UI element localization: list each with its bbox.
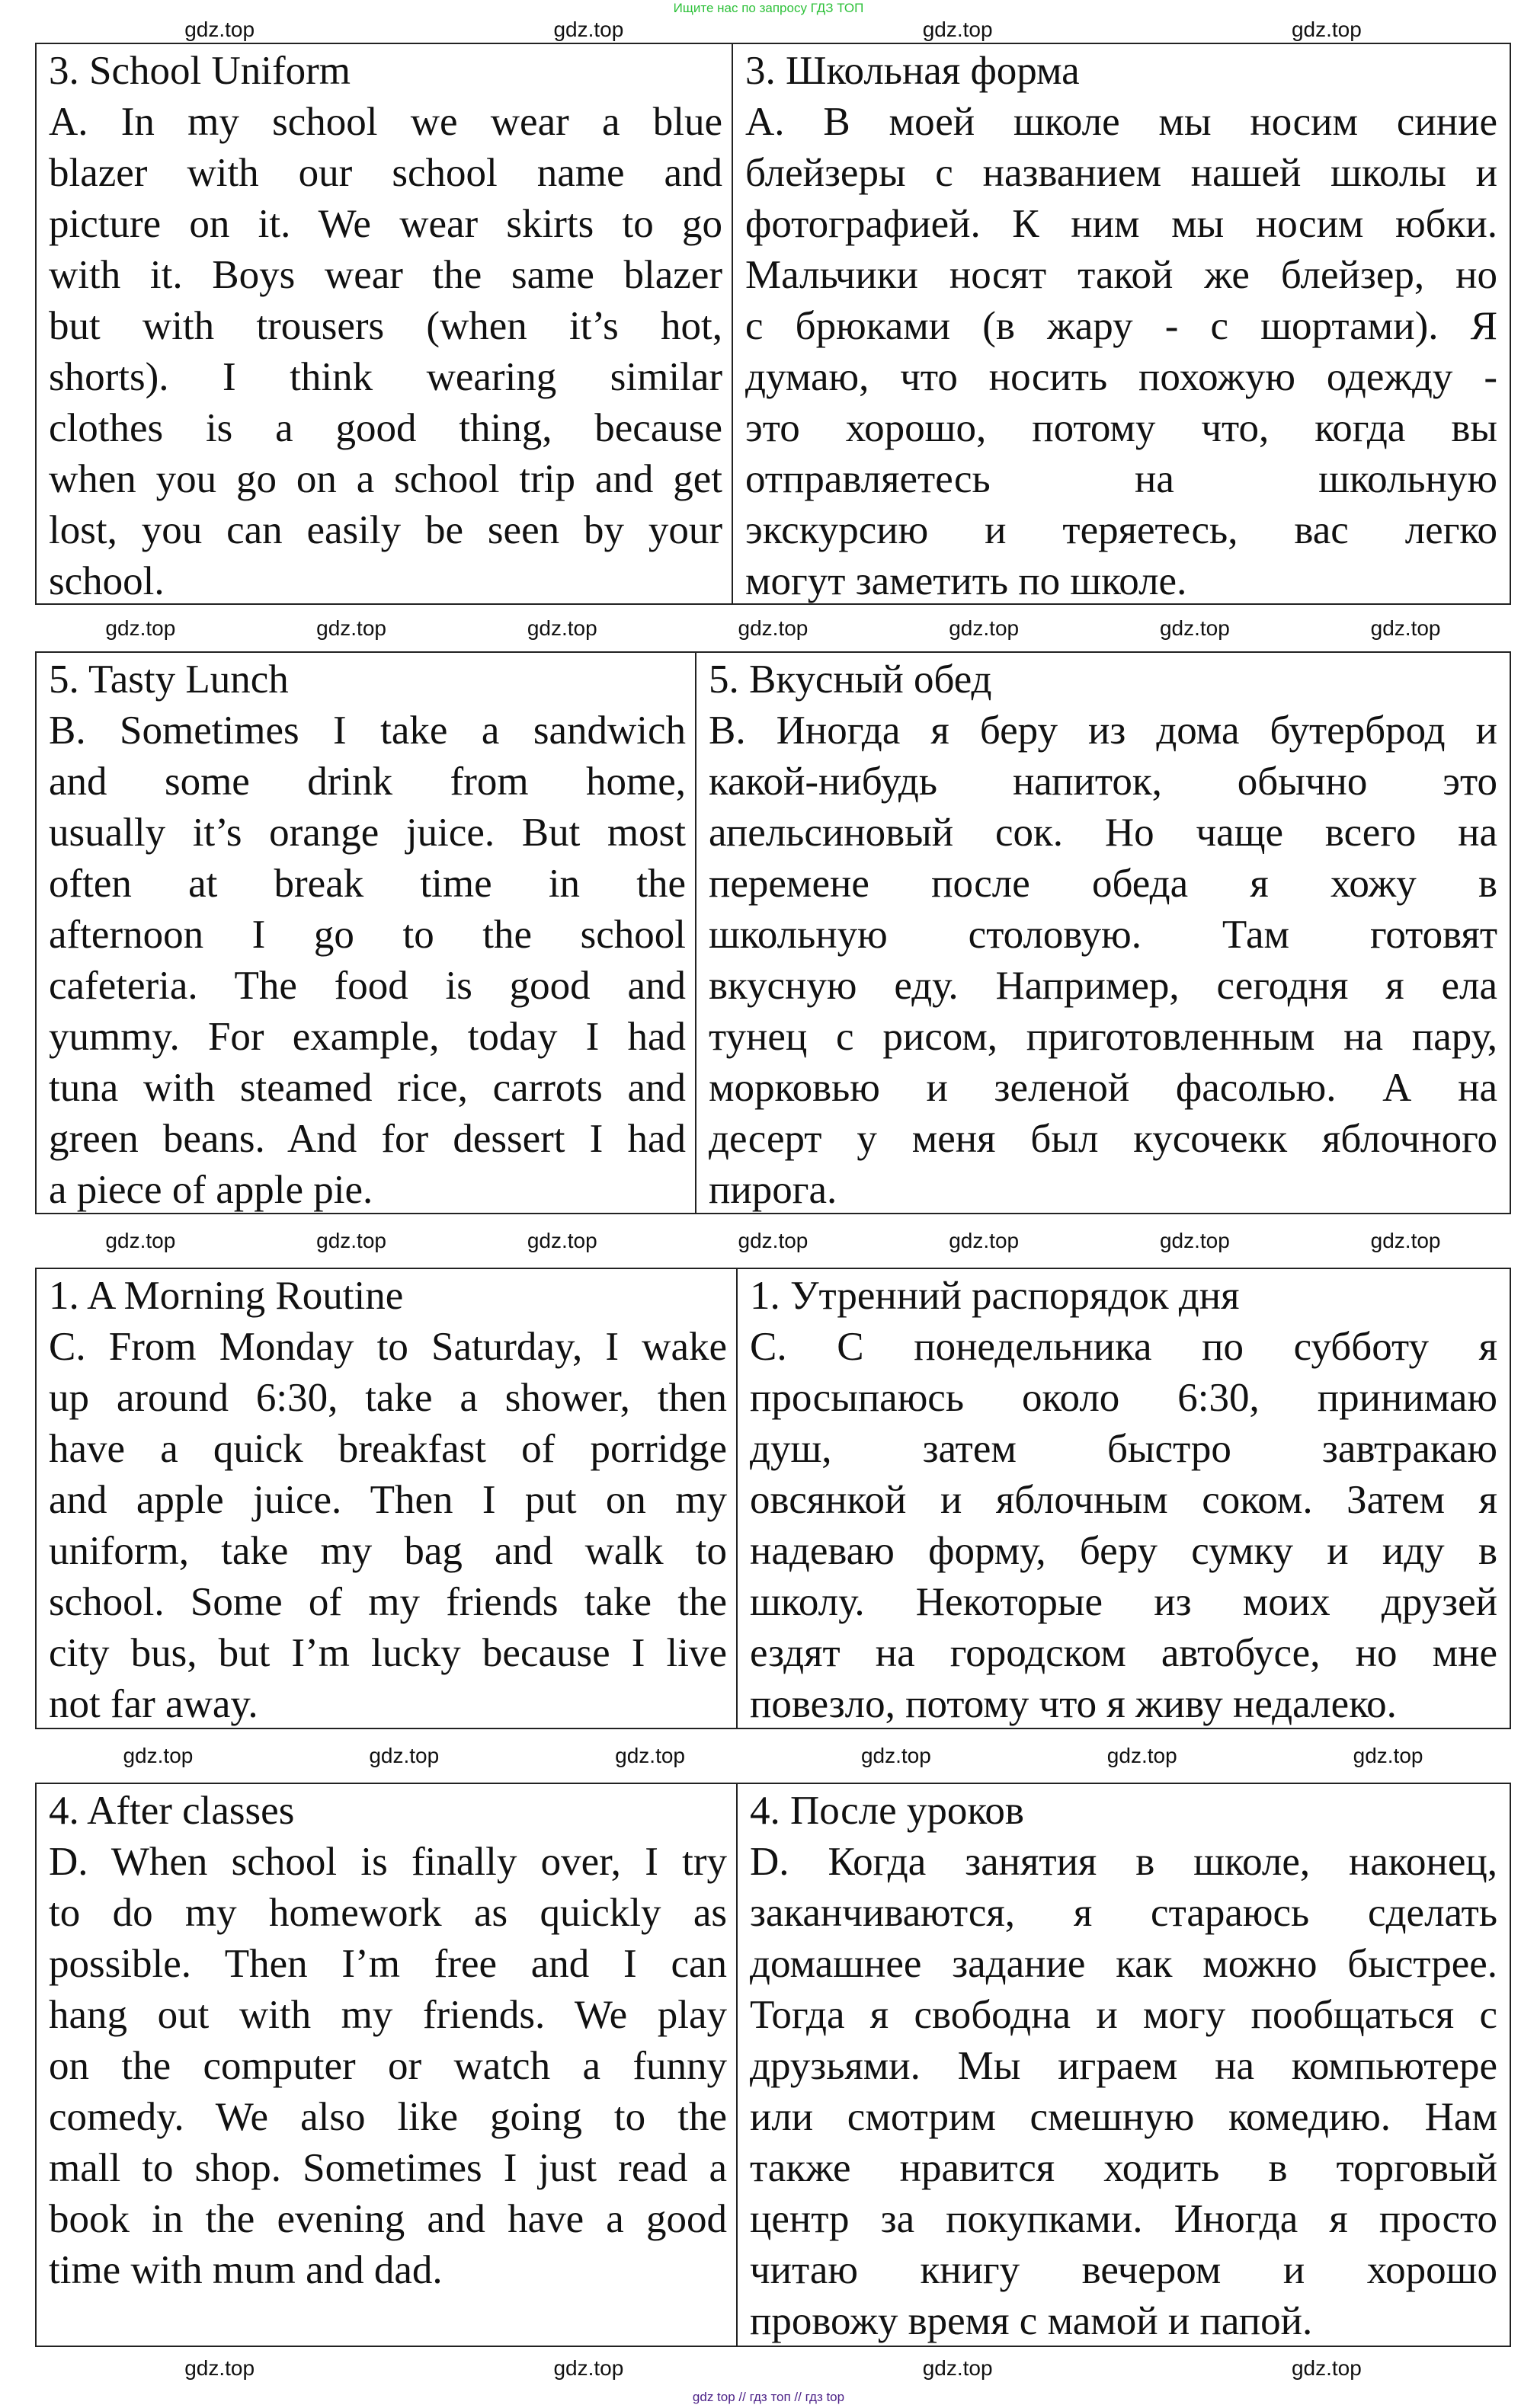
text-line: C. From Monday to Saturday, I wake: [49, 1325, 727, 1369]
text-line: yummy. For example, today I had: [49, 1015, 686, 1059]
text-line: блейзеры с названием нашей школы и: [745, 151, 1497, 195]
text-line: школу. Некоторые из моих друзей: [750, 1580, 1497, 1624]
text-line: but with trousers (when it’s hot,: [49, 304, 722, 348]
text-line: пирога.: [709, 1168, 837, 1212]
text-line: shorts). I think wearing similar: [49, 355, 722, 399]
text-line: mall to shop. Sometimes I just read a: [49, 2146, 727, 2190]
text-line: A. In my school we wear a blue: [49, 100, 722, 144]
text-line: and some drink from home,: [49, 759, 686, 804]
text-line: экскурсию и теряетесь, вас легко: [745, 508, 1497, 552]
watermark: gdz.top: [949, 616, 1020, 640]
text-line: school.: [49, 559, 165, 603]
text-line: это хорошо, потому что, когда вы: [745, 406, 1497, 450]
section-heading: 1. Утренний распорядок дня: [750, 1274, 1240, 1318]
watermark: gdz.top: [1291, 2356, 1362, 2380]
text-line: with it. Boys wear the same blazer: [49, 253, 722, 297]
text-line: hang out with my friends. We play: [49, 1993, 727, 2037]
text-line: вкусную еду. Например, сегодня я ела: [709, 964, 1497, 1008]
text-line: green beans. And for dessert I had: [49, 1117, 686, 1161]
section-after-classes: [35, 1783, 1511, 2347]
watermarks-gap-1: [35, 606, 1511, 650]
watermark: gdz.top: [949, 1229, 1020, 1252]
text-line: up around 6:30, take a shower, then: [49, 1376, 727, 1420]
text-line: читаю книгу вечером и хорошо: [750, 2248, 1497, 2292]
watermark: gdz.top: [1106, 1744, 1177, 1767]
text-line: possible. Then I’m free and I can: [49, 1942, 727, 1986]
text-line: морковью и зеленой фасолью. А на: [709, 1066, 1497, 1110]
text-line: a piece of apple pie.: [49, 1168, 373, 1212]
section-heading: 3. School Uniform: [49, 49, 351, 93]
text-line: usually it’s orange juice. But most: [49, 811, 686, 855]
section-tasty-lunch: [35, 651, 1511, 1214]
text-line: Мальчики носят такой же блейзер, но: [745, 253, 1497, 297]
watermark: gdz.top: [1291, 17, 1362, 41]
text-line: душ, затем быстро завтракаю: [750, 1427, 1497, 1471]
watermark: gdz.top: [1159, 616, 1230, 640]
search-hint-banner: Ищите нас по запросу ГДЗ ТОП: [673, 1, 864, 15]
text-line: blazer with our school name and: [49, 151, 722, 195]
russian-text: [736, 1784, 1510, 2346]
text-line: тунец с рисом, приготовленным на пару,: [709, 1015, 1497, 1059]
watermark: gdz.top: [553, 17, 624, 41]
section-heading: 1. A Morning Routine: [49, 1274, 404, 1318]
text-line: on the computer or watch a funny: [49, 2044, 727, 2088]
watermarks-gap-2: [35, 1216, 1511, 1266]
english-text: [37, 1784, 739, 2346]
section-heading: 3. Школьная форма: [745, 49, 1080, 93]
text-line: to do my homework as quickly as: [49, 1891, 727, 1935]
watermark: gdz.top: [316, 1229, 386, 1252]
section-heading: 5. Вкусный обед: [709, 657, 992, 702]
text-line: not far away.: [49, 1682, 258, 1726]
watermark: gdz.top: [316, 616, 386, 640]
text-line: В. Иногда я беру из дома бутерброд и: [709, 708, 1497, 753]
text-line: надеваю форму, беру сумку и иду в: [750, 1529, 1497, 1573]
text-line: city bus, but I’m lucky because I live: [49, 1631, 727, 1675]
watermark: gdz.top: [123, 1744, 194, 1767]
watermarks-gap-3: [35, 1731, 1511, 1781]
text-line: afternoon I go to the school: [49, 913, 686, 957]
text-line: cafeteria. The food is good and: [49, 964, 686, 1008]
text-line: просыпаюсь около 6:30, принимаю: [750, 1376, 1497, 1420]
section-heading: 5. Tasty Lunch: [49, 657, 289, 702]
text-line: when you go on a school trip and get: [49, 457, 722, 501]
text-line: десерт у меня был кусочекк яблочного: [709, 1117, 1497, 1161]
text-line: школьную столовую. Там готовят: [709, 913, 1497, 957]
text-line: отправляетесь на школьную: [745, 457, 1497, 501]
text-line: друзьями. Мы играем на компьютере: [750, 2044, 1497, 2088]
section-heading: 4. After classes: [49, 1789, 295, 1833]
text-line: могут заметить по школе.: [745, 559, 1187, 603]
text-line: book in the evening and have a good: [49, 2197, 727, 2241]
text-line: домашнее задание как можно быстрее.: [750, 1942, 1497, 1986]
watermark: gdz.top: [105, 616, 176, 640]
text-line: какой-нибудь напиток, обычно это: [709, 759, 1497, 804]
text-line: ездят на городском автобусе, но мне: [750, 1631, 1497, 1675]
text-line: clothes is a good thing, because: [49, 406, 722, 450]
russian-text: [695, 653, 1510, 1213]
text-line: фотографией. К ним мы носим юбки.: [745, 202, 1497, 246]
watermark: gdz.top: [553, 2356, 624, 2380]
text-line: B. Sometimes I take a sandwich: [49, 708, 686, 753]
section-morning-routine: [35, 1268, 1511, 1729]
text-line: often at break time in the: [49, 862, 686, 906]
watermark: gdz.top: [738, 616, 809, 640]
text-line: с брюками (в жару - с шортами). Я: [745, 304, 1497, 348]
text-line: апельсиновый сок. Но чаще всего на: [709, 811, 1497, 855]
russian-text: [732, 44, 1510, 603]
text-line: перемене после обеда я хожу в: [709, 862, 1497, 906]
text-line: picture on it. We wear skirts to go: [49, 202, 722, 246]
watermark: gdz.top: [1159, 1229, 1230, 1252]
section-heading: 4. После уроков: [750, 1789, 1024, 1833]
text-line: овсянкой и яблочным соком. Затем я: [750, 1478, 1497, 1522]
footer-links: gdz top // гдз топ // гдз top: [692, 2390, 845, 2404]
text-line: повезло, потому что я живу недалеко.: [750, 1682, 1397, 1726]
text-line: или смотрим смешную комедию. Нам: [750, 2095, 1497, 2139]
text-line: заканчиваются, я стараюсь сделать: [750, 1891, 1497, 1935]
text-line: центр за покупками. Иногда я просто: [750, 2197, 1497, 2241]
text-line: and apple juice. Then I put on my: [49, 1478, 727, 1522]
text-line: tuna with steamed rice, carrots and: [49, 1066, 686, 1110]
text-line: comedy. We also like going to the: [49, 2095, 727, 2139]
watermark: gdz.top: [1370, 1229, 1441, 1252]
text-line: time with mum and dad.: [49, 2248, 443, 2292]
text-line: Тогда я свободна и могу пообщаться с: [750, 1993, 1497, 2037]
text-line: lost, you can easily be seen by your: [49, 508, 722, 552]
text-line: С. С понедельника по субботу я: [750, 1325, 1497, 1369]
watermark: gdz.top: [1370, 616, 1441, 640]
english-text: [37, 1269, 739, 1728]
watermark: gdz.top: [738, 1229, 809, 1252]
text-line: school. Some of my friends take the: [49, 1580, 727, 1624]
watermark: gdz.top: [527, 1229, 597, 1252]
text-line: uniform, take my bag and walk to: [49, 1529, 727, 1573]
watermark: gdz.top: [615, 1744, 685, 1767]
text-line: D. Когда занятия в школе, наконец,: [750, 1840, 1497, 1884]
watermark: gdz.top: [184, 2356, 255, 2380]
text-line: также нравится ходить в торговый: [750, 2146, 1497, 2190]
watermark: gdz.top: [922, 17, 993, 41]
watermarks-bottom: [35, 2349, 1511, 2387]
text-line: думаю, что носить похожую одежду -: [745, 355, 1497, 399]
russian-text: [736, 1269, 1510, 1728]
watermark: gdz.top: [527, 616, 597, 640]
english-text: [37, 653, 698, 1213]
watermark: gdz.top: [184, 17, 255, 41]
watermark: gdz.top: [1353, 1744, 1423, 1767]
text-line: провожу время с мамой и папой.: [750, 2299, 1313, 2343]
watermarks-top: [35, 17, 1511, 42]
text-line: have a quick breakfast of porridge: [49, 1427, 727, 1471]
section-school-uniform: [35, 43, 1511, 605]
text-line: D. When school is finally over, I try: [49, 1840, 727, 1884]
english-text: [37, 44, 735, 603]
watermark: gdz.top: [922, 2356, 993, 2380]
text-line: А. В моей школе мы носим синие: [745, 100, 1497, 144]
watermark: gdz.top: [105, 1229, 176, 1252]
watermark: gdz.top: [860, 1744, 931, 1767]
watermark: gdz.top: [369, 1744, 440, 1767]
